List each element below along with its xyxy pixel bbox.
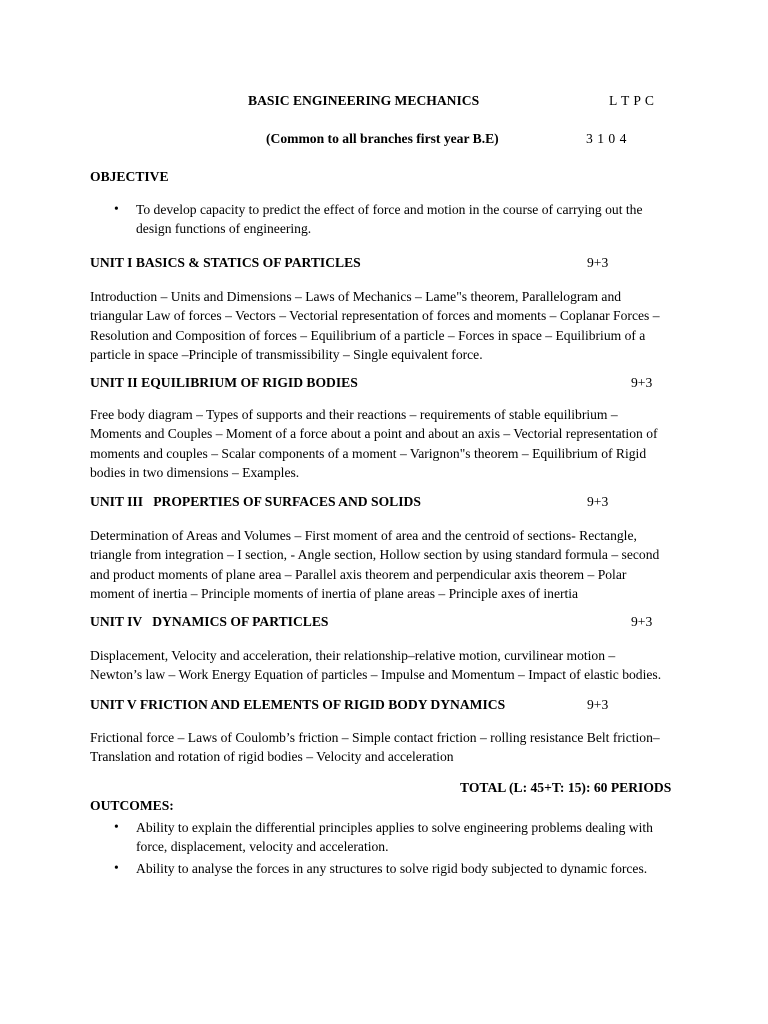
unit-2-line: moments and couples – Scalar components of a moment – Varignon"s theorem – Equilibrium of Rigid xyxy=(90,445,647,461)
unit-3-line: and product moments of plane area – Parallel axis theorem and perpendicular axis theorem – Polar xyxy=(90,566,627,582)
outcome-1-text xyxy=(136,818,653,857)
unit-3-line: moment of inertia – Principle moments of inertia of plane areas – Principle axes of inertia xyxy=(90,586,579,602)
unit-4-hours: 9+3 xyxy=(631,614,653,629)
outcome-bullet: • xyxy=(114,860,119,875)
unit-4-line: Displacement, Velocity and acceleration, their relationship–relative motion, curvilinear motion – xyxy=(90,648,616,663)
objective-text xyxy=(136,200,642,239)
unit-5-line: Translation and rotation of rigid bodies – Velocity and acceleration xyxy=(90,749,454,765)
outcome-line: force, displacement, velocity and acceleration. xyxy=(136,839,389,855)
ltpc-values: 3 1 0 4 xyxy=(586,131,627,146)
unit-5-content xyxy=(90,728,682,767)
unit-4-line: Newton’s law – Work Energy Equation of particles – Impulse and Momentum – Impact of elastic bodies. xyxy=(90,667,662,683)
objective-line: design functions of engineering. xyxy=(136,221,312,237)
unit-1-line: Resolution and Composition of forces – Equilibrium of a particle – Forces in space – Equilibrium of a xyxy=(90,327,646,343)
outcome-line: Ability to analyse the forces in any structures to solve rigid body subjected to dynamic forces. xyxy=(136,861,648,876)
ltpc-label: L T P C xyxy=(609,93,655,108)
unit-1-content xyxy=(90,287,682,365)
outcome-line: Ability to explain the differential principles applies to solve engineering problems dealing with xyxy=(136,820,653,835)
unit-1-line: particle in space –Principle of transmissibility – Single equivalent force. xyxy=(90,347,483,363)
outcome-bullet: • xyxy=(114,819,119,834)
unit-3-content xyxy=(90,526,682,604)
unit-2-line: bodies in two dimensions – Examples. xyxy=(90,465,300,481)
unit-1-hours: 9+3 xyxy=(587,255,609,270)
unit-2-content xyxy=(90,405,682,483)
unit-2-hours: 9+3 xyxy=(631,375,653,390)
objective-bullet: • xyxy=(114,201,119,216)
unit-1-line: Introduction – Units and Dimensions – Laws of Mechanics – Lame"s theorem, Parallelogram and xyxy=(90,289,622,304)
outcomes-heading: OUTCOMES: xyxy=(90,798,174,813)
unit-2-line: Free body diagram – Types of supports and their reactions – requirements of stable equilibrium – xyxy=(90,407,618,422)
unit-3-heading: UNIT III PROPERTIES OF SURFACES AND SOLIDS xyxy=(90,494,421,509)
unit-3-line: Determination of Areas and Volumes – First moment of area and the centroid of sections- Rectangle, xyxy=(90,528,637,543)
unit-4-heading: UNIT IV DYNAMICS OF PARTICLES xyxy=(90,614,329,629)
unit-1-heading: UNIT I BASICS & STATICS OF PARTICLES xyxy=(90,255,361,270)
unit-2-heading: UNIT II EQUILIBRIUM OF RIGID BODIES xyxy=(90,375,358,390)
unit-1-line: triangular Law of forces – Vectors – Vectorial representation of forces and moments – Coplanar Forces – xyxy=(90,308,660,324)
unit-2-line: Moments and Couples – Moment of a force about a point and about an axis – Vectorial representation of xyxy=(90,426,658,442)
course-subtitle: (Common to all branches first year B.E) xyxy=(266,131,499,146)
objective-line: To develop capacity to predict the effect of force and motion in the course of carrying out the xyxy=(136,202,643,217)
unit-3-hours: 9+3 xyxy=(587,494,609,509)
total-periods: TOTAL (L: 45+T: 15): 60 PERIODS xyxy=(460,780,672,795)
unit-4-content xyxy=(90,646,682,685)
unit-3-line: triangle from integration – I section, - Angle section, Hollow section by using standard formula – second xyxy=(90,547,660,563)
unit-5-line: Frictional force – Laws of Coulomb’s friction – Simple contact friction – rolling resistance Belt friction– xyxy=(90,730,660,745)
objective-heading: OBJECTIVE xyxy=(90,169,169,184)
course-title: BASIC ENGINEERING MECHANICS xyxy=(248,93,480,108)
unit-5-hours: 9+3 xyxy=(587,697,609,712)
outcome-2-text xyxy=(136,859,647,878)
unit-5-heading: UNIT V FRICTION AND ELEMENTS OF RIGID BODY DYNAMICS xyxy=(90,697,506,712)
